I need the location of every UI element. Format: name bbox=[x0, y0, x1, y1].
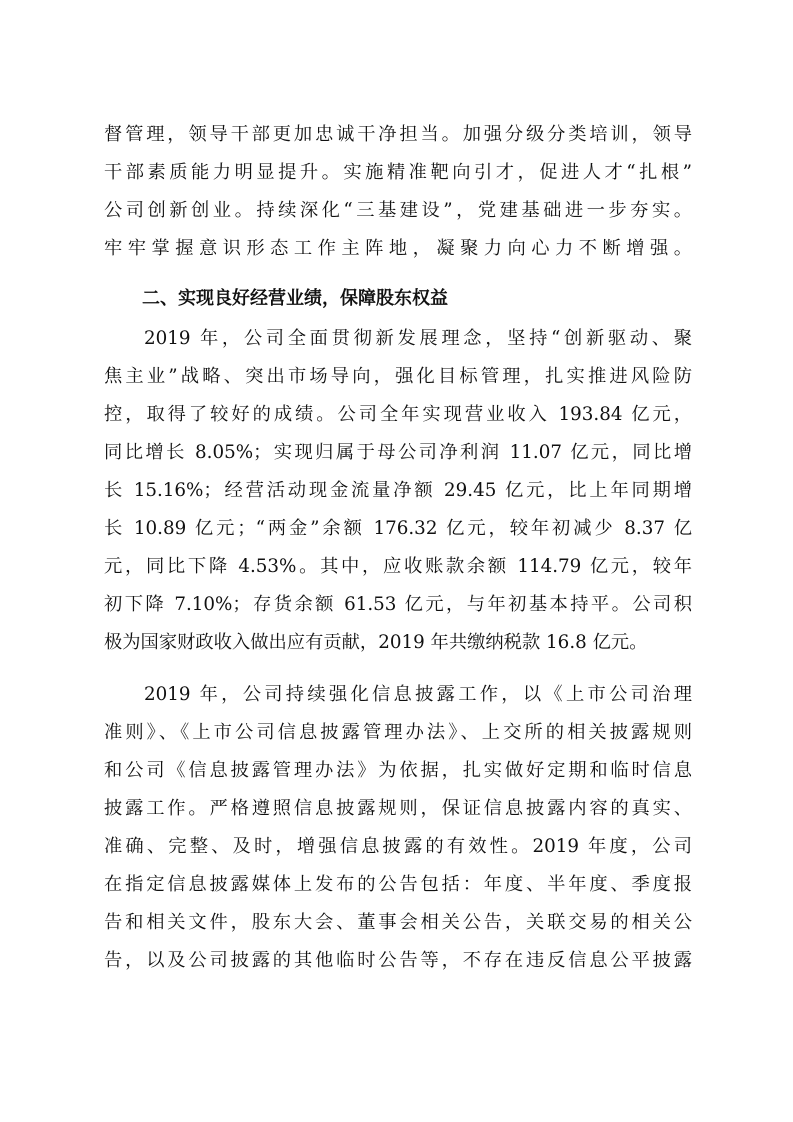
text-line: 准确、完整、及时，增强信息披露的有效性。2019 年度，公司 bbox=[104, 836, 692, 857]
text-line: 干部素质能力明显提升。实施精准靶向引才，促进人才“扎根” bbox=[104, 162, 692, 183]
text-line: 控，取得了较好的成绩。公司全年实现营业收入 193.84 亿元， bbox=[104, 404, 692, 425]
text-line: 告，以及公司披露的其他临时公告等，不存在违反信息公平披露 bbox=[104, 950, 692, 971]
text-line: 在指定信息披露媒体上发布的公告包括：年度、半年度、季度报 bbox=[104, 874, 692, 895]
text-line: 牢牢掌握意识形态工作主阵地，凝聚力向心力不断增强。 bbox=[104, 238, 692, 259]
paragraph-disclosure bbox=[104, 676, 692, 980]
text-line: 初下降 7.10%；存货余额 61.53 亿元，与年初基本持平。公司积 bbox=[104, 594, 692, 615]
text-line: 极为国家财政收入做出应有贡献，2019 年共缴纳税款 16.8 亿元。 bbox=[104, 632, 648, 653]
text-line: 长 10.89 亿元；“两金”余额 176.32 亿元，较年初减少 8.37 亿 bbox=[104, 518, 692, 539]
text-line: 同比增长 8.05%；实现归属于母公司净利润 11.07 亿元，同比增 bbox=[104, 442, 692, 463]
text-line: 2019 年，公司持续强化信息披露工作，以《上市公司治理 bbox=[144, 684, 692, 705]
paragraph-continued bbox=[104, 116, 692, 306]
text-line: 督管理，领导干部更加忠诚干净担当。加强分级分类培训，领导 bbox=[104, 124, 692, 145]
text-line: 2019 年，公司全面贯彻新发展理念，坚持“创新驱动、聚 bbox=[144, 328, 692, 349]
paragraph-performance bbox=[104, 320, 692, 662]
text-line: 焦主业”战略、突出市场导向，强化目标管理，扎实推进风险防 bbox=[104, 366, 692, 387]
text-line: 披露工作。严格遵照信息披露规则，保证信息披露内容的真实、 bbox=[104, 798, 692, 819]
section-heading bbox=[104, 280, 692, 318]
text-line: 公司创新创业。持续深化“三基建设”，党建基础进一步夯实。 bbox=[104, 200, 692, 221]
text-line: 长 15.16%；经营活动现金流量净额 29.45 亿元，比上年同期增 bbox=[104, 480, 692, 501]
section-heading-text: 二、实现良好经营业绩，保障股东权益 bbox=[142, 288, 448, 309]
text-line: 元，同比下降 4.53%。其中，应收账款余额 114.79 亿元，较年 bbox=[104, 556, 692, 577]
text-line: 准则》、《上市公司信息披露管理办法》、上交所的相关披露规则 bbox=[104, 722, 692, 743]
text-line: 告和相关文件，股东大会、董事会相关公告，关联交易的相关公 bbox=[104, 912, 692, 933]
text-line: 和公司《信息披露管理办法》为依据，扎实做好定期和临时信息 bbox=[104, 760, 692, 781]
